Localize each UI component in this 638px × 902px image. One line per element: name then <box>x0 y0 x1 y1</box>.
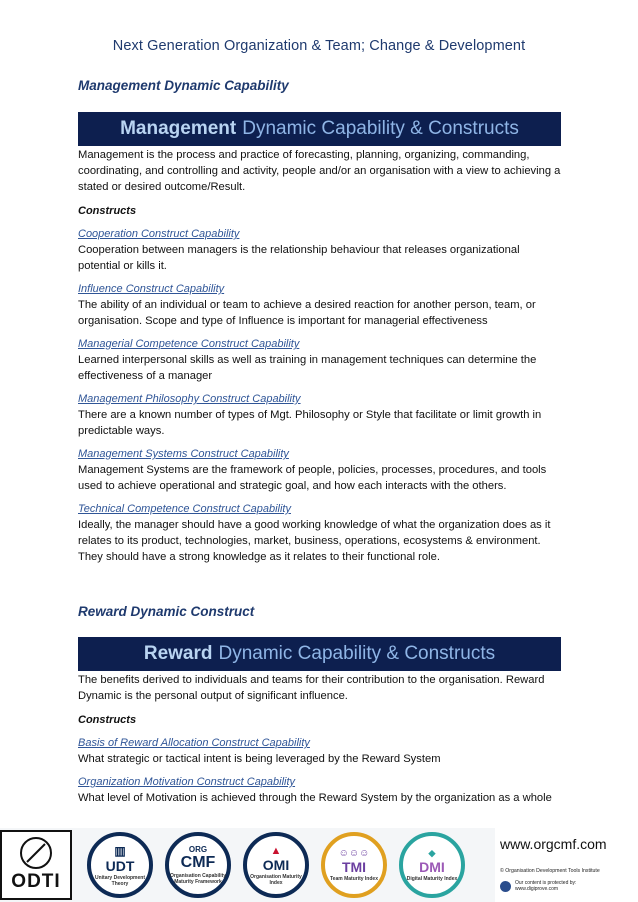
banner-bold-word: Management <box>120 118 237 139</box>
protected-label: Our content is protected by: <box>515 880 577 886</box>
construct-item <box>78 392 562 439</box>
cmf-tagline: Organisation Capability Maturity Framework <box>169 873 227 885</box>
protector-link[interactable]: www.digiprove.com <box>515 886 559 892</box>
banner-rest: Dynamic Capability & Constructs <box>218 643 496 664</box>
construct-description: There are a known number of types of Mgt. Philosophy or Style that facilitate or limit growth in predictable ways. <box>78 409 542 437</box>
constructs-label: Constructs <box>78 205 137 217</box>
tmi-tagline: Team Maturity Index <box>330 876 378 882</box>
banner-rest: Dynamic Capability & Constructs <box>242 118 519 139</box>
construct-title-link[interactable]: Basis of Reward Allocation Construct Capability <box>78 737 310 749</box>
cmf-logo <box>160 830 236 900</box>
udt-logo <box>82 830 158 900</box>
construct-description: What strategic or tactical intent is being leveraged by the Reward System <box>78 753 441 765</box>
omi-name: OMI <box>262 856 290 873</box>
construct-item <box>78 282 562 329</box>
construct-title-link[interactable]: Management Systems Construct Capability <box>78 448 289 460</box>
reward-intro: The benefits derived to individuals and teams for their contribution to the organisation. Reward Dynamic is the personal output of significant influence. <box>78 674 545 702</box>
cmf-name: CMF <box>180 854 216 871</box>
dmi-logo <box>394 830 470 900</box>
digital-icon: ◆ <box>428 848 436 858</box>
construct-title-link[interactable]: Organization Motivation Construct Capability <box>78 776 296 788</box>
copyright-text: © Organisation Development Tools Institute <box>500 868 600 874</box>
management-body <box>78 147 562 565</box>
udt-tagline: Unitary Development Theory <box>94 874 145 887</box>
dmi-tagline: Digital Maturity Index <box>406 876 458 882</box>
page-header: Next Generation Organization & Team; Change & Development <box>112 38 526 54</box>
team-icon: ☺☺☺ <box>338 848 370 859</box>
construct-item <box>78 337 562 384</box>
compass-icon <box>19 836 53 870</box>
reward-body <box>78 672 562 806</box>
construct-description: Cooperation between managers is the relationship behaviour that releases organizational potential or kills it. <box>78 244 520 272</box>
footer <box>0 828 638 902</box>
protection-notice <box>500 878 620 894</box>
construct-description: Management Systems are the framework of people, policies, processes, procedures, and tools used to achieve operational and strategic goal, and how each interacts with the others. <box>78 464 547 492</box>
construct-description: Ideally, the manager should have a good working knowledge of what the organization does as it relates to its product, technologies, market, business, operations, ecosystems & environment. They should have a strong knowledge as it relates to their functional role. <box>78 519 551 563</box>
logo-strip <box>0 828 495 902</box>
construct-item <box>78 447 562 494</box>
reward-banner <box>78 637 561 671</box>
management-intro: Management is the process and practice of forecasting, planning, organizing, commanding, coordinating, and controlling and activity, people and/or an organisation with a view to achieving a stated or desired outcome/Result. <box>78 149 561 193</box>
cmf-prefix: ORG <box>188 845 208 854</box>
digiprove-icon <box>500 881 511 892</box>
dmi-name: DMI <box>419 859 445 875</box>
reward-section-title: Reward Dynamic Construct <box>78 604 255 619</box>
tmi-logo <box>316 830 392 900</box>
construct-title-link[interactable]: Managerial Competence Construct Capability <box>78 338 300 350</box>
construct-item <box>78 227 562 274</box>
construct-title-link[interactable]: Influence Construct Capability <box>78 283 225 295</box>
udt-name: UDT <box>105 857 135 874</box>
constructs-label: Constructs <box>78 714 137 726</box>
construct-description: Learned interpersonal skills as well as training in management techniques can determine the effectiveness of a manager <box>78 354 537 382</box>
construct-title-link[interactable]: Cooperation Construct Capability <box>78 228 240 240</box>
management-banner <box>78 112 561 146</box>
website-link[interactable]: www.orgcmf.com <box>500 836 607 852</box>
construct-title-link[interactable]: Technical Competence Construct Capability <box>78 503 291 515</box>
construct-item <box>78 775 562 806</box>
construct-description: What level of Motivation is achieved through the Reward System by the organization as a whole <box>78 792 552 804</box>
banner-bold-word: Reward <box>143 643 213 664</box>
odti-logo <box>0 830 72 900</box>
construct-title-link[interactable]: Management Philosophy Construct Capability <box>78 393 301 405</box>
omi-tagline: Organisation Maturity Index <box>250 873 302 886</box>
omi-logo <box>238 830 314 900</box>
construct-description: The ability of an individual or team to achieve a desired reaction for another person, team, or organisation. Scope and type of Influence is important for managerial effectiveness <box>78 299 536 327</box>
management-section-title: Management Dynamic Capability <box>78 78 289 93</box>
construct-item <box>78 736 562 767</box>
odti-name: ODTI <box>11 871 61 892</box>
book-icon: ▥ <box>114 843 126 858</box>
pyramid-icon: ▲ <box>270 844 282 857</box>
tmi-name: TMI <box>341 859 367 875</box>
construct-item <box>78 502 562 565</box>
